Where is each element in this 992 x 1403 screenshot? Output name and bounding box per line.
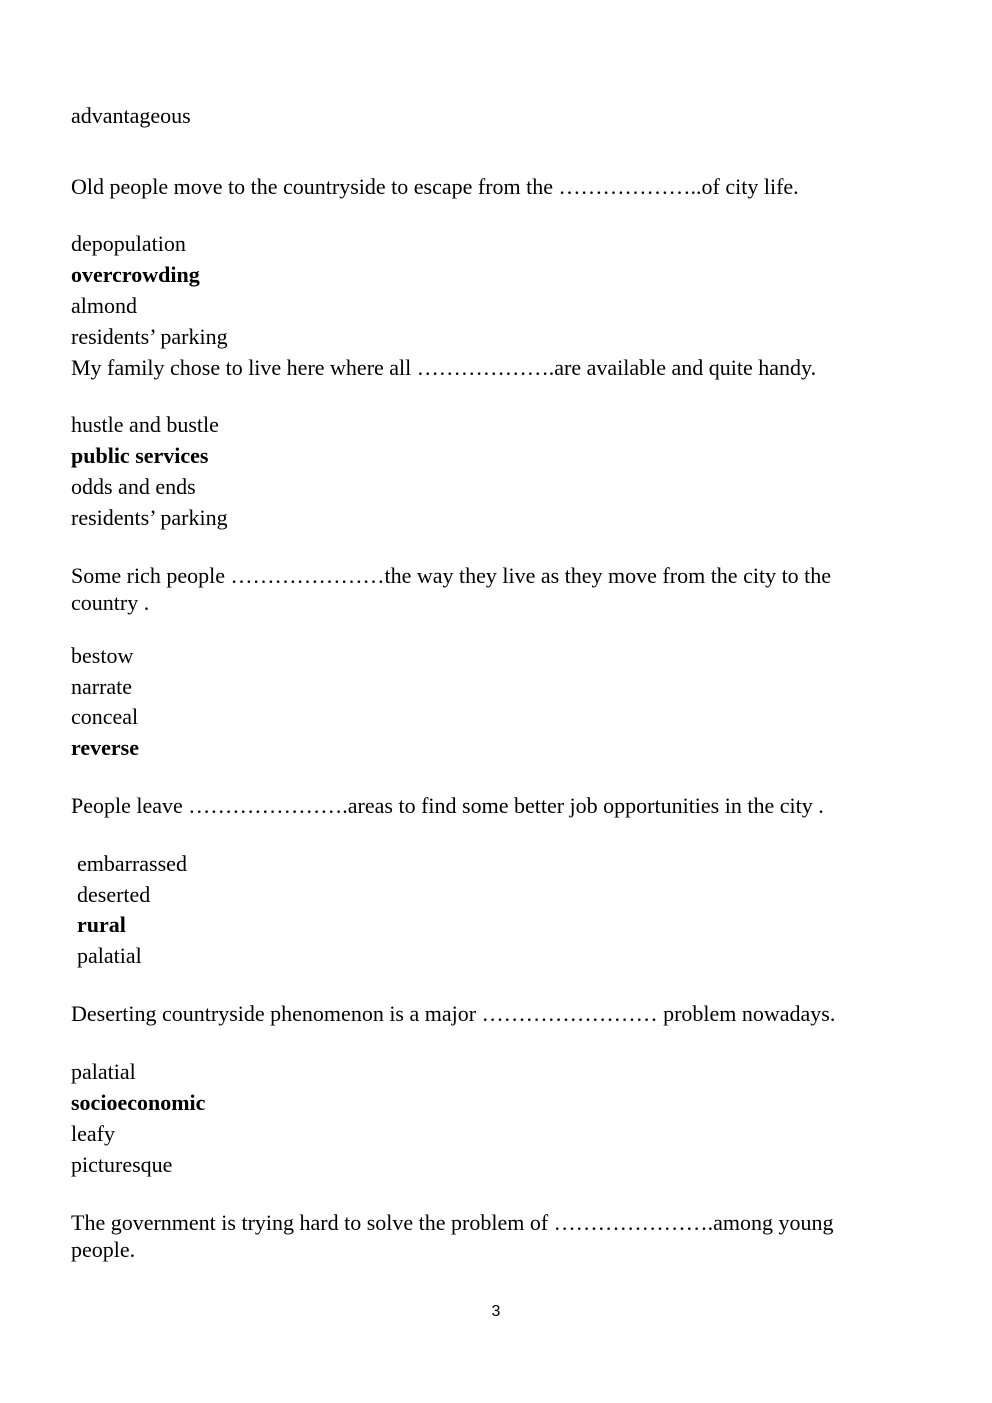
option-text: almond	[71, 293, 137, 318]
option-text: depopulation	[71, 231, 186, 256]
option-text: advantageous	[71, 103, 191, 128]
option-text: deserted	[77, 882, 151, 907]
option-text: odds and ends	[71, 474, 196, 499]
question-text: Old people move to the countryside to escape from the ………………..of city life.	[71, 174, 799, 199]
page-number: 3	[491, 1303, 501, 1320]
correct-answer-text: public services	[71, 443, 209, 468]
correct-answer-text: rural	[77, 912, 126, 937]
correct-answer-text: reverse	[71, 735, 139, 760]
option-text: embarrassed	[77, 851, 187, 876]
option-text: narrate	[71, 674, 133, 699]
question-text: People leave ………………….areas to find some better job opportunities in the city .	[71, 793, 824, 818]
option-text: picturesque	[71, 1152, 173, 1177]
option-text: residents’ parking	[71, 505, 228, 530]
option-text: residents’ parking	[71, 324, 228, 349]
option-text: palatial	[71, 1059, 136, 1084]
option-text: hustle and bustle	[71, 412, 219, 437]
option-text: bestow	[71, 643, 134, 668]
option-text: leafy	[71, 1121, 115, 1146]
option-text: conceal	[71, 704, 139, 729]
correct-answer-text: socioeconomic	[71, 1090, 206, 1115]
option-text: palatial	[77, 943, 142, 968]
question-text: Some rich people …………………the way they live as they move from the city to the country .	[71, 563, 832, 615]
correct-answer-text: overcrowding	[71, 262, 200, 287]
question-text: Deserting countryside phenomenon is a major …………………… problem nowadays.	[71, 1001, 836, 1026]
question-text: The government is trying hard to solve the problem of ………………….among young people.	[71, 1210, 834, 1262]
question-text: My family chose to live here where all ……………….are available and quite handy.	[71, 355, 817, 380]
